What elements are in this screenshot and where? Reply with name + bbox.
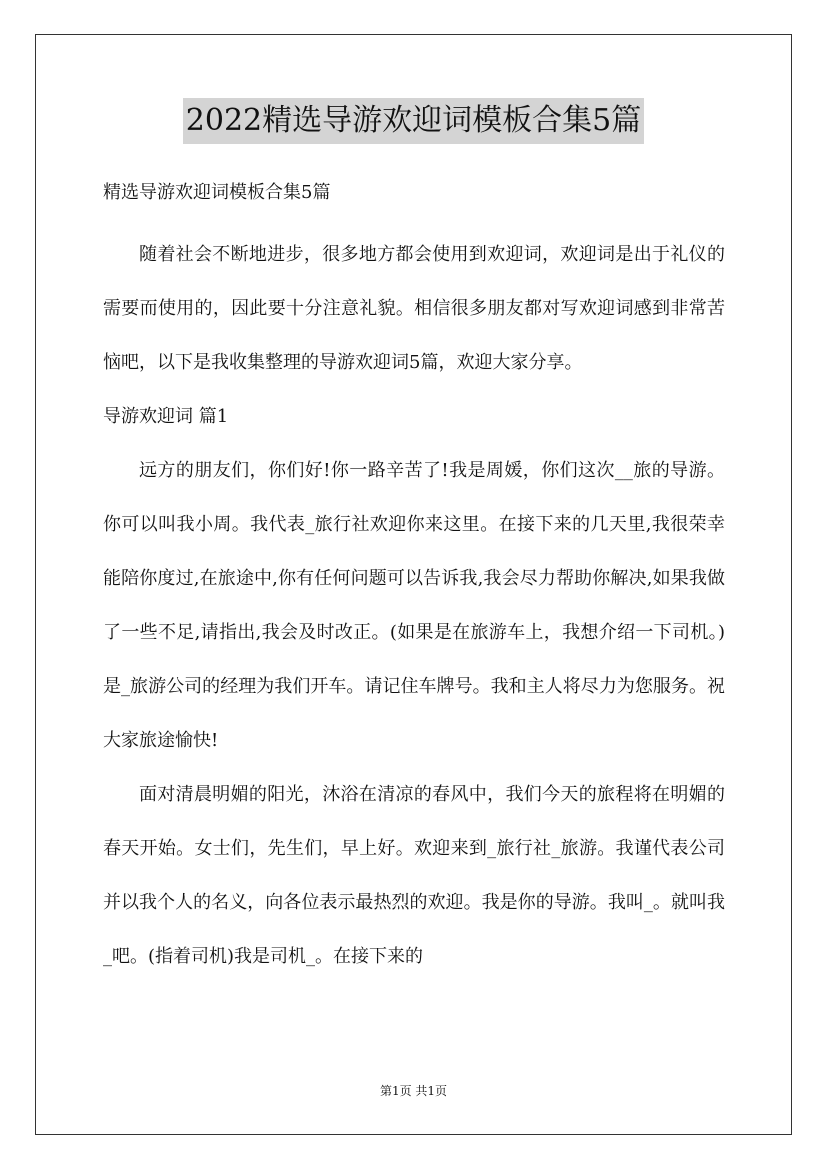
intro-paragraph: 随着社会不断地进步，很多地方都会使用到欢迎词，欢迎词是出于礼仪的需要而使用的，因此要十分注意礼貌。相信很多朋友都对写欢迎词感到非常苦恼吧，以下是我收集整理的导游欢迎词5篇，欢迎大家分享。 xyxy=(103,244,725,373)
body-paragraph: 面对清晨明媚的阳光，沐浴在清凉的春风中，我们今天的旅程将在明媚的春天开始。女士们，先生们，早上好。欢迎来到_旅行社_旅游。我谨代表公司并以我个人的名义，向各位表示最热烈的欢迎。我是你的导游。我叫_。就叫我_吧。(指着司机)我是司机_。在接下来的 xyxy=(103,784,725,967)
document-body xyxy=(103,228,725,984)
body-paragraph: 远方的朋友们，你们好!你一路辛苦了!我是周媛，你们这次__旅的导游。你可以叫我小周。我代表_旅行社欢迎你来这里。在接下来的几天里,我很荣幸能陪你度过,在旅途中,你有任何问题可以告诉我,我会尽力帮助你解决,如果我做了一些不足,请指出,我会及时改正。(如果是在旅游车上，我想介绍一下司机。)是_旅游公司的经理为我们开车。请记住车牌号。我和主人将尽力为您服务。祝大家旅途愉快! xyxy=(103,460,725,751)
section-heading: 导游欢迎词 篇1 xyxy=(103,406,229,427)
title-container xyxy=(0,98,827,144)
document-subtitle: 精选导游欢迎词模板合集5篇 xyxy=(103,182,331,203)
page-footer: 第1页 共1页 xyxy=(379,1084,448,1098)
document-title: 2022精选导游欢迎词模板合集5篇 xyxy=(183,98,644,144)
